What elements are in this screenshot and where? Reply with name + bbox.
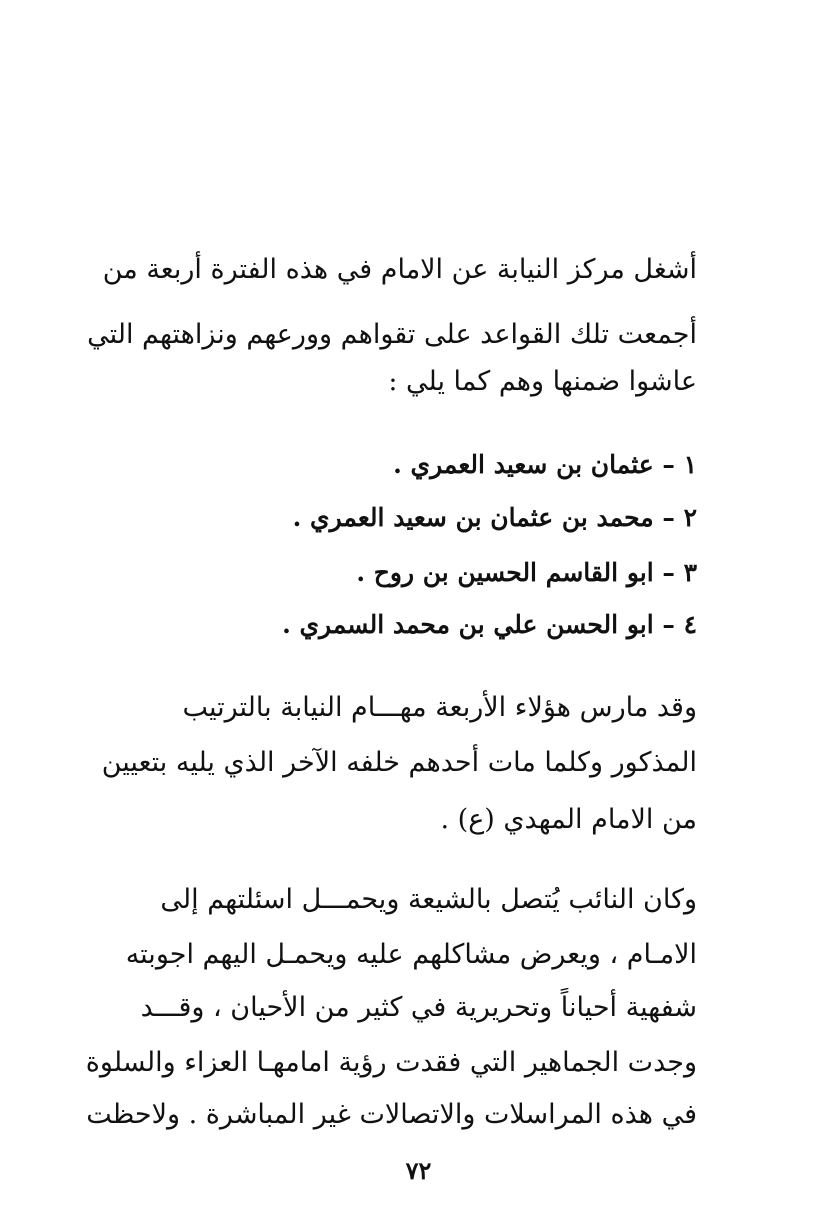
text-line: وقد مارس هؤلاء الأربعة مهـــام النيابة بالترتيب bbox=[182, 692, 697, 723]
page-number: ٧٢ bbox=[405, 1156, 432, 1185]
text-line: من الامام المهدي (ع) . bbox=[440, 804, 697, 835]
list-item: ٤ – ابو الحسن علي بن محمد السمري . bbox=[282, 610, 697, 639]
text-line: المذكور وكلما مات أحدهم خلفه الآخر الذي يليه بتعيين bbox=[101, 747, 697, 778]
list-item: ٢ – محمد بن عثمان بن سعيد العمري . bbox=[292, 503, 697, 532]
list-item: ١ – عثمان بن سعيد العمري . bbox=[393, 450, 697, 479]
text-line: الامـام ، ويعرض مشاكلهم عليه ويحمـل اليهم اجوبته bbox=[125, 939, 697, 970]
text-line: وجدت الجماهير التي فقدت رؤية امامهـا العزاء والسلوة bbox=[85, 1047, 697, 1078]
text-line: شفهية أحياناً وتحريرية في كثير من الأحيان ، وقـــد bbox=[140, 992, 697, 1023]
text-line: أجمعت تلك القواعد على تقواهم وورعهم ونزاهتهم التي bbox=[87, 319, 697, 350]
text-line: عاشوا ضمنها وهم كما يلي : bbox=[388, 366, 697, 397]
text-line: أشغل مركز النيابة عن الامام في هذه الفترة أربعة من bbox=[102, 254, 697, 285]
list-item: ٣ – ابو القاسم الحسين بن روح . bbox=[356, 558, 697, 587]
text-line: في هذه المراسلات والاتصالات غير المباشرة . ولاحظت bbox=[86, 1099, 697, 1130]
text-line: وكان النائب يُتصل بالشيعة ويحمـــل اسئلتهم إلى bbox=[160, 884, 697, 915]
